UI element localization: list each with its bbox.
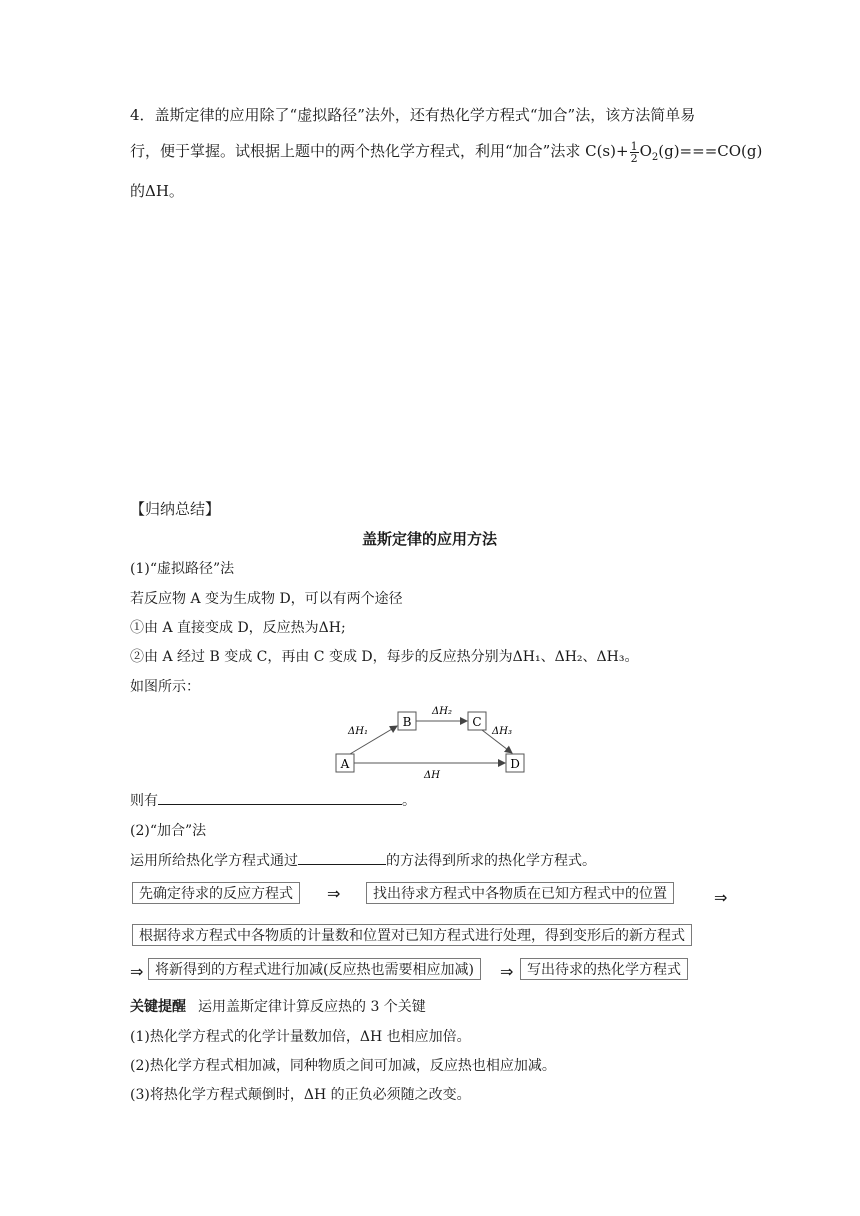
- flow-arrow-1: ⇒: [327, 884, 341, 903]
- answer-blank-2[interactable]: [298, 863, 386, 865]
- flow-arrow-2: ⇒: [714, 888, 728, 907]
- summary-line-4: 如图所示：: [130, 679, 200, 695]
- hess-path-diagram: [320, 698, 540, 784]
- fraction-half: $\frac{1}{2}$: [630, 139, 638, 165]
- equation-o2: O: [639, 142, 652, 160]
- summary-line-3: ②由 A 经过 B 变成 C，再由 C 变成 D，每步的反应热分别为ΔH₁、ΔH₂、ΔH₃。: [130, 649, 639, 665]
- flow-step-1: 先确定待求的反应方程式: [132, 882, 300, 904]
- summary-title: 盖斯定律的应用方法: [362, 530, 498, 548]
- question-number: 4．: [130, 106, 155, 124]
- node-c: C: [472, 715, 482, 729]
- question-line-2: 行，便于掌握。试根据上题中的两个热化学方程式，利用“加合”法求 C(s)+ $\frac{1}{2}$ $O_2(g)===CO(g)$: [130, 139, 763, 165]
- key-point-2: (2)热化学方程式相加减，同种物质之间可加减，反应热也相应加减。: [130, 1058, 556, 1074]
- equation-rest: (g)===CO(g): [658, 142, 763, 160]
- label-delta-h: ΔH: [424, 770, 440, 781]
- node-b: B: [402, 715, 412, 729]
- question-line-3: 的ΔH。: [130, 182, 184, 200]
- node-d: D: [510, 757, 520, 771]
- question-line-1: [130, 104, 695, 125]
- node-a: A: [340, 757, 350, 771]
- summary-line-1: 若反应物 A 变为生成物 D，可以有两个途径: [130, 591, 403, 607]
- key-points-header: [130, 996, 426, 1016]
- method1-title: (1)“虚拟路径”法: [130, 561, 235, 577]
- summary-line-2: ①由 A 直接变成 D，反应热为ΔH;: [130, 620, 346, 636]
- question-text-2: 行，便于掌握。试根据上题中的两个热化学方程式，利用“加合”法求 C(s)+: [130, 142, 629, 160]
- flow-arrow-4: ⇒: [500, 962, 514, 981]
- key-points-label: 关键提醒: [130, 999, 186, 1015]
- question-text-1: 盖斯定律的应用除了“虚拟路径”法外，还有热化学方程式“加合”法，该方法简单易: [154, 106, 696, 124]
- flow-arrow-3: ⇒: [130, 962, 144, 981]
- answer-blank-1[interactable]: [158, 803, 402, 805]
- then-line: 则有 。: [130, 793, 416, 809]
- label-delta-h3: ΔH₃: [492, 726, 512, 737]
- method2-title: (2)“加合”法: [130, 823, 207, 839]
- then-label: 则有: [130, 793, 158, 809]
- label-delta-h1: ΔH₁: [348, 726, 368, 737]
- flow-step-5: 写出待求的热化学方程式: [520, 958, 688, 980]
- method2-line: 运用所给热化学方程式通过 的方法得到所求的热化学方程式。: [130, 853, 596, 869]
- flow-step-3: 根据待求方程式中各物质的计量数和位置对已知方程式进行处理，得到变形后的新方程式: [132, 924, 692, 946]
- label-delta-h2: ΔH₂: [432, 706, 452, 717]
- summary-heading: 【归纳总结】: [130, 500, 221, 518]
- flow-step-2: 找出待求方程式中各物质在已知方程式中的位置: [366, 882, 674, 904]
- key-point-3: (3)将热化学方程式颠倒时，ΔH 的正负必须随之改变。: [130, 1087, 471, 1103]
- key-points-intro: 运用盖斯定律计算反应热的 3 个关键: [198, 999, 426, 1015]
- flow-step-4: 将新得到的方程式进行加减(反应热也需要相应加减): [148, 958, 481, 980]
- key-point-1: (1)热化学方程式的化学计量数加倍，ΔH 也相应加倍。: [130, 1029, 471, 1045]
